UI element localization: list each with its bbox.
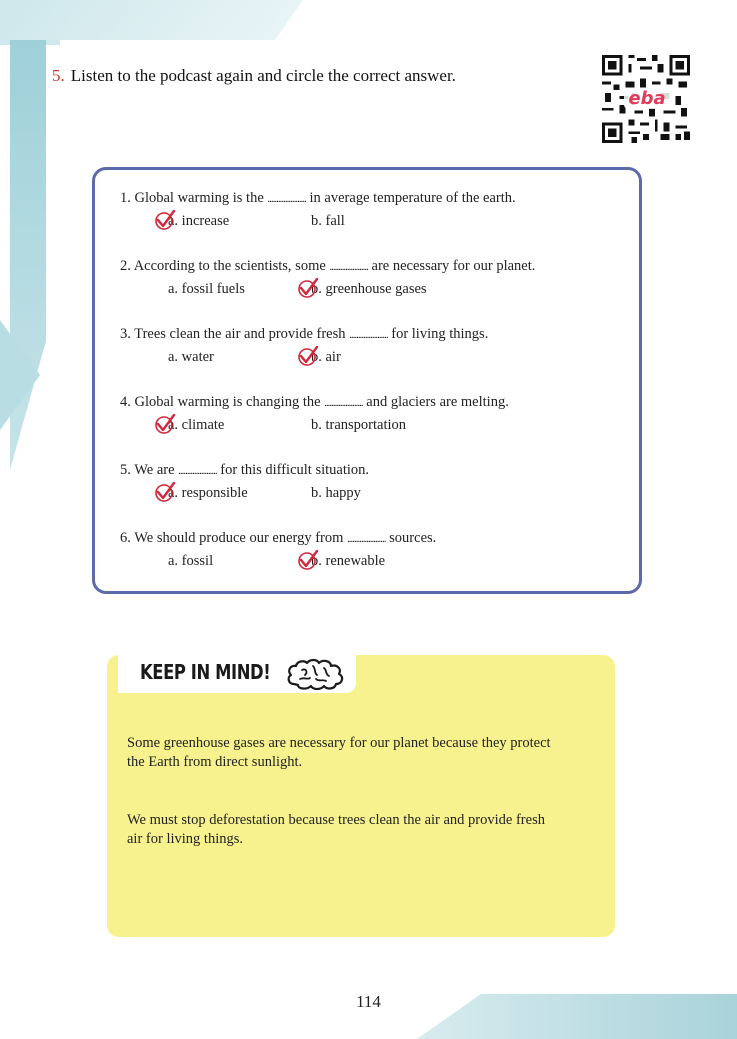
question-5: 5. We are ...................... for this difficult situation. [120,462,370,478]
exercise-title [52,66,456,86]
question-1: 1. Global warming is the ...................... in average temperature of the earth. [120,190,516,206]
question-2: 2. According to the scientists, some ...................... are necessary for our planet. [120,258,536,274]
question-6: 6. We should produce our energy from ...................... sources. [120,530,437,546]
question-6-option-b[interactable]: b. renewable [311,553,385,570]
check-circle-icon [297,550,319,570]
check-circle-icon [154,482,176,502]
check-circle-icon [154,210,176,230]
page-number: 114 [356,992,381,1011]
check-circle-icon [297,346,319,366]
check-circle-icon [154,414,176,434]
question-1-option-b[interactable]: b. fall [311,213,345,229]
question-3-option-a[interactable]: a. water [168,349,214,365]
question-3: 3. Trees clean the air and provide fresh ...................... for living things. [120,326,489,342]
keep-in-mind-title: KEEP IN MIND! [140,660,271,684]
brain-icon [286,658,348,692]
question-1-option-a[interactable]: a. increase [168,213,229,230]
exercise-number: 5. [52,66,65,85]
top-stripe-decoration [5,0,345,40]
check-circle-icon [297,278,319,298]
question-4: 4. Global warming is changing the ...................... and glaciers are melting. [120,394,509,410]
question-6-option-a[interactable]: a. fossil [168,553,214,569]
question-3-option-b[interactable]: b. air [311,349,341,366]
question-5-option-b[interactable]: b. happy [311,485,361,501]
question-2-option-a[interactable]: a. fossil fuels [168,281,245,297]
keep-in-mind-paragraph-1: Some greenhouse gases are necessary for our planet because they protect the Earth from direct sunlight. [127,735,551,770]
question-4-option-b[interactable]: b. transportation [311,417,407,433]
eba-logo: eba [624,88,670,109]
question-5-option-a[interactable]: a. responsible [168,485,248,502]
question-2-option-b[interactable]: b. greenhouse gases [311,281,427,298]
question-4-option-a[interactable]: a. climate [168,417,224,434]
keep-in-mind-paragraph-2: We must stop deforestation because trees clean the air and provide fresh air for living things. [127,812,545,847]
exercise-instruction: Listen to the podcast again and circle the correct answer. [70,66,456,85]
keep-in-mind-box [107,655,615,937]
